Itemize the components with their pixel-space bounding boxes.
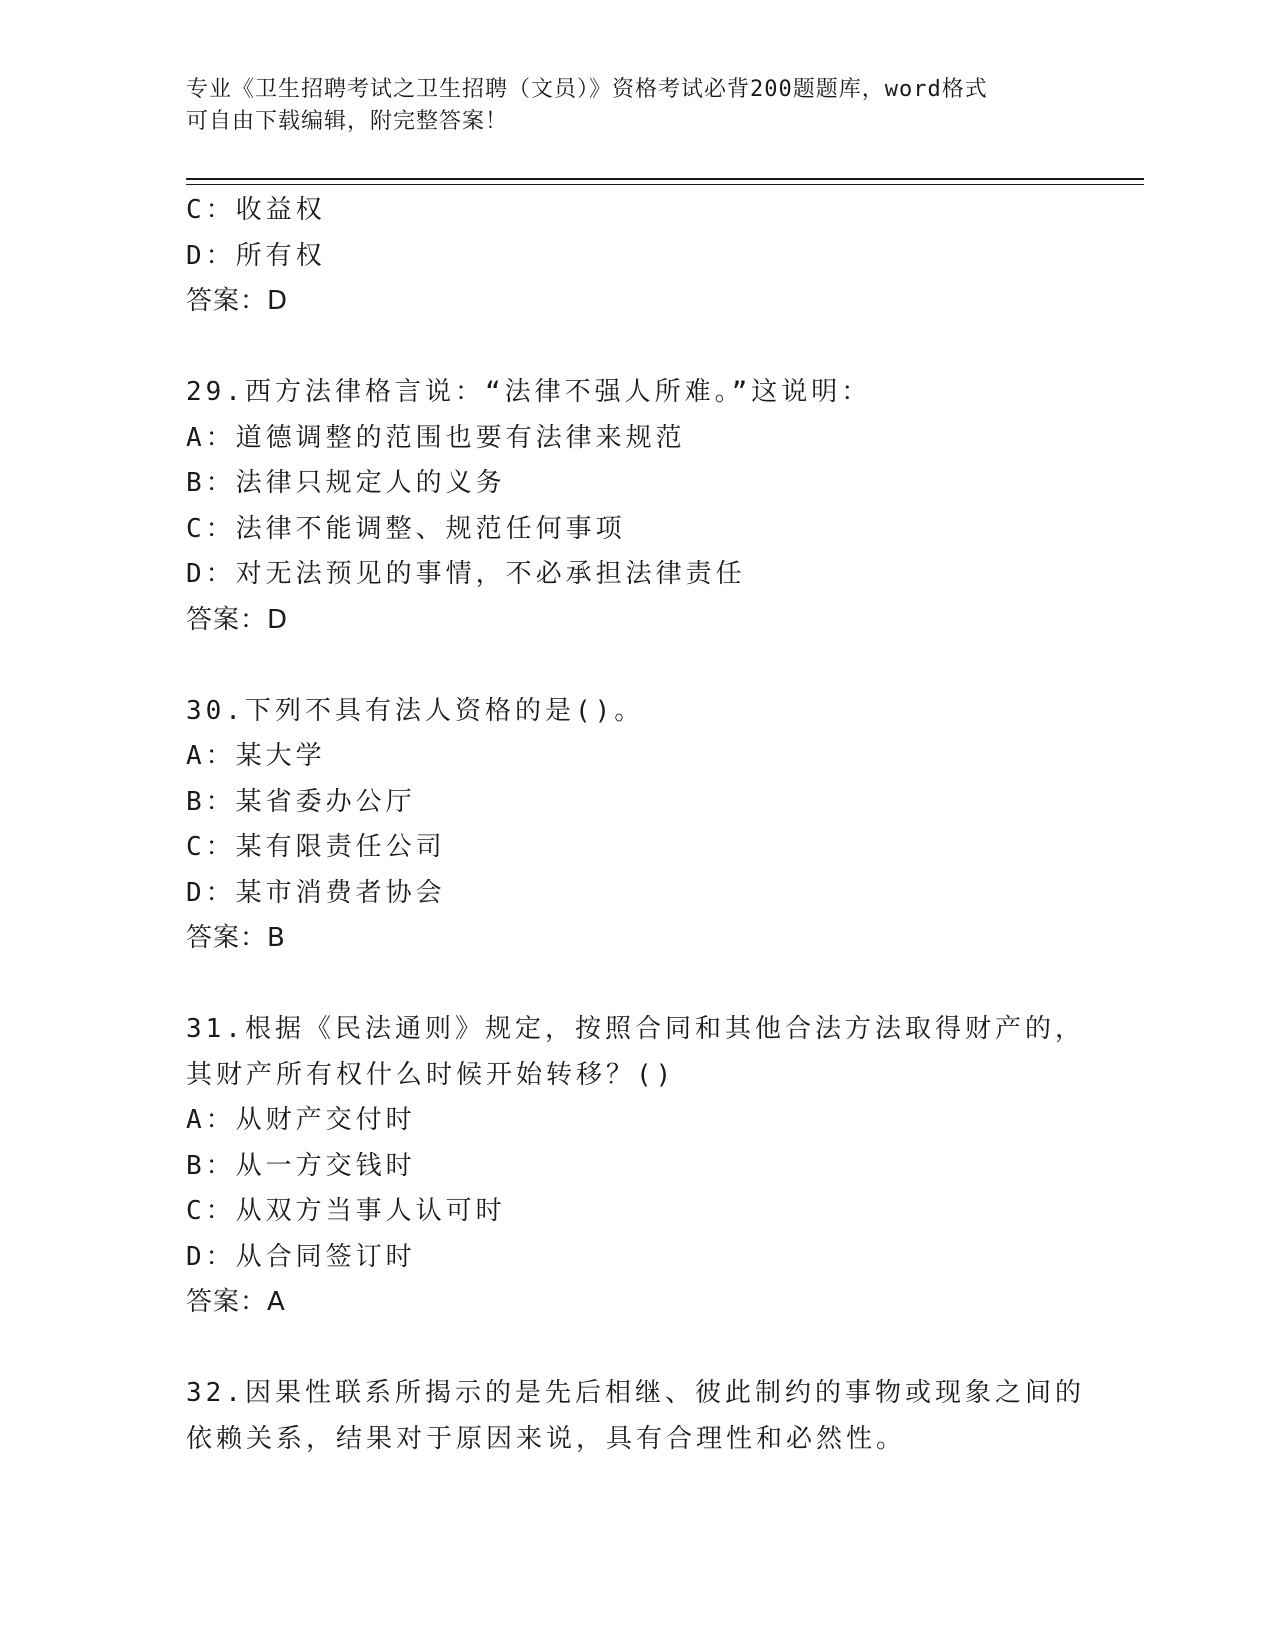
option-d: D：对无法预见的事情，不必承担法律责任 [186, 559, 746, 589]
option-c: C：法律不能调整、规范任何事项 [186, 513, 626, 544]
answer-label: 答案：B [186, 923, 286, 953]
answer-label: 答案：A [186, 1287, 286, 1317]
question-29 [186, 370, 1086, 643]
option-b: B：从一方交钱时 [186, 1150, 416, 1181]
question-30 [186, 689, 1086, 962]
question-32 [186, 1371, 1086, 1462]
answer-label: 答案：D [186, 604, 289, 635]
option-d: D：所有权 [186, 240, 326, 271]
question-text: 32.因果性联系所揭示的是先后相继、彼此制约的事物或现象之间的依赖关系，结果对于原因来说，具有合理性和必然性。 [186, 1378, 1085, 1454]
option-c: C：收益权 [186, 195, 326, 225]
answer-label: 答案：D [186, 286, 289, 316]
question-text: 31.根据《民法通则》规定，按照合同和其他合法方法取得财产的，其财产所有权什么时候开始转移？() [186, 1014, 1085, 1090]
header-divider-thin [186, 184, 1144, 185]
header-divider-thick [186, 178, 1144, 180]
option-a: A：某大学 [186, 741, 326, 771]
option-b: B：某省委办公厅 [186, 786, 416, 817]
header-title-line2: 可自由下载编辑，附完整答案！ [186, 109, 509, 134]
option-b: B：法律只规定人的义务 [186, 468, 506, 498]
question-text: 30.下列不具有法人资格的是()。 [186, 695, 645, 726]
question-text: 29.西方法律格言说：“法律不强人所难。”这说明： [186, 377, 872, 407]
option-d: D：从合同签订时 [186, 1241, 416, 1272]
question-28-tail [186, 188, 1086, 325]
option-c: C：某有限责任公司 [186, 832, 446, 862]
option-a: A：道德调整的范围也要有法律来规范 [186, 422, 686, 453]
document-header [186, 74, 1086, 138]
question-list [186, 188, 1086, 1462]
question-31 [186, 1007, 1086, 1326]
option-d: D：某市消费者协会 [186, 877, 446, 908]
option-a: A：从财产交付时 [186, 1105, 416, 1135]
option-c: C：从双方当事人认可时 [186, 1196, 506, 1226]
header-title-line1: 专业《卫生招聘考试之卫生招聘（文员）》资格考试必背200题题库，word格式 [186, 77, 988, 102]
